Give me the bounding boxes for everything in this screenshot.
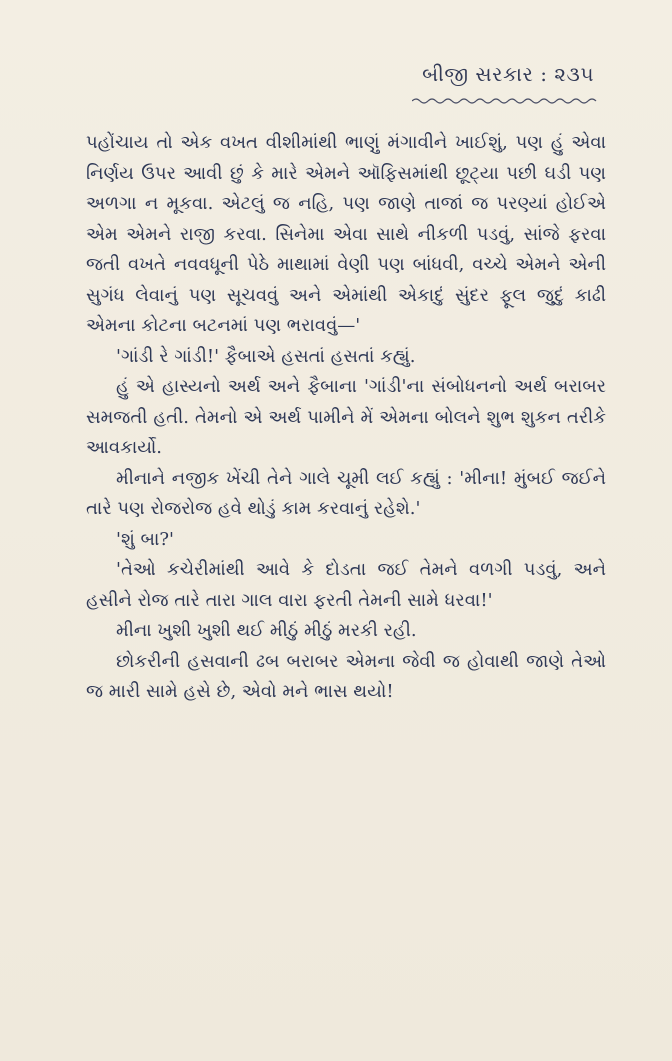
paragraph-8: છોકરીની હસવાની ઢબ બરાબર એમના જેવી જ હોવાથી જાણે તેઓ જ મારી સામે હસે છે, એવો મને ભાસ થયો! [86,650,606,702]
paragraph-4: મીનાને નજીક ખેંચી તેને ગાલે ચૂમી લઈ કહ્યું : 'મીના! મુંબઈ જઈને તારે પણ રોજરોજ હવે થોડું કામ કરવાનું રહેશે.' [86,467,606,519]
paragraph-3: હું એ હાસ્યનો અર્થ અને ફૈબાના 'ગાંડી'ના સંબોધનનો અર્થ બરાબર સમજતી હતી. તેમનો એ અર્થ પામીને મેં એમના બોલને શુભ શુકન તરીકે આવકાર્યો. [86,376,606,458]
header-wavy-rule [412,96,600,106]
paragraph-7: મીના ખુશી ખુશી થઈ મીઠું મીઠું મરકી રહી. [116,620,417,641]
body-text [86,128,606,708]
paragraph-1: પહોંચાય તો એક વખત વીશીમાંથી ભાણું મંગાવીને ખાઈશું, પણ હું એવા નિર્ણય ઉપર આવી છું કે મારે એમને ઑફિસમાંથી છૂટ્યા પછી ઘડી પણ અળગા ન મૂકવા. એટલું જ નહિ, પણ જાણે તાજાં જ પરણ્યાં હોઈએ એમ એમને રાજી કરવા. સિનેમા એવા સાથે નીકળી પડવું, સાંજે ફરવા જતી વખતે નવવધૂની પેઠે માથામાં વેણી પણ બાંધવી, વચ્ચે એમને એની સુગંધ લેવાનું પણ સૂચવવું અને એમાંથી એકાદું સુંદર ફૂલ જુદું કાઢી એમના કોટના બટનમાં પણ ભરાવવું—' [86,132,606,336]
paragraph-5: 'શું બા?' [116,528,175,550]
paragraph-2: 'ગાંડી રે ગાંડી!' ફૈબાએ હસતાં હસતાં કહ્યું. [116,345,416,367]
paragraph-6: 'તેઓ કચેરીમાંથી આવે કે દોડતા જઈ તેમને વળગી પડવું, અને હસીને રોજ તારે તારા ગાલ વારા ફરતી તેમની સામે ધરવા!' [86,559,606,611]
running-header: બીજી સરકાર : ૨૩૫ [422,62,594,86]
